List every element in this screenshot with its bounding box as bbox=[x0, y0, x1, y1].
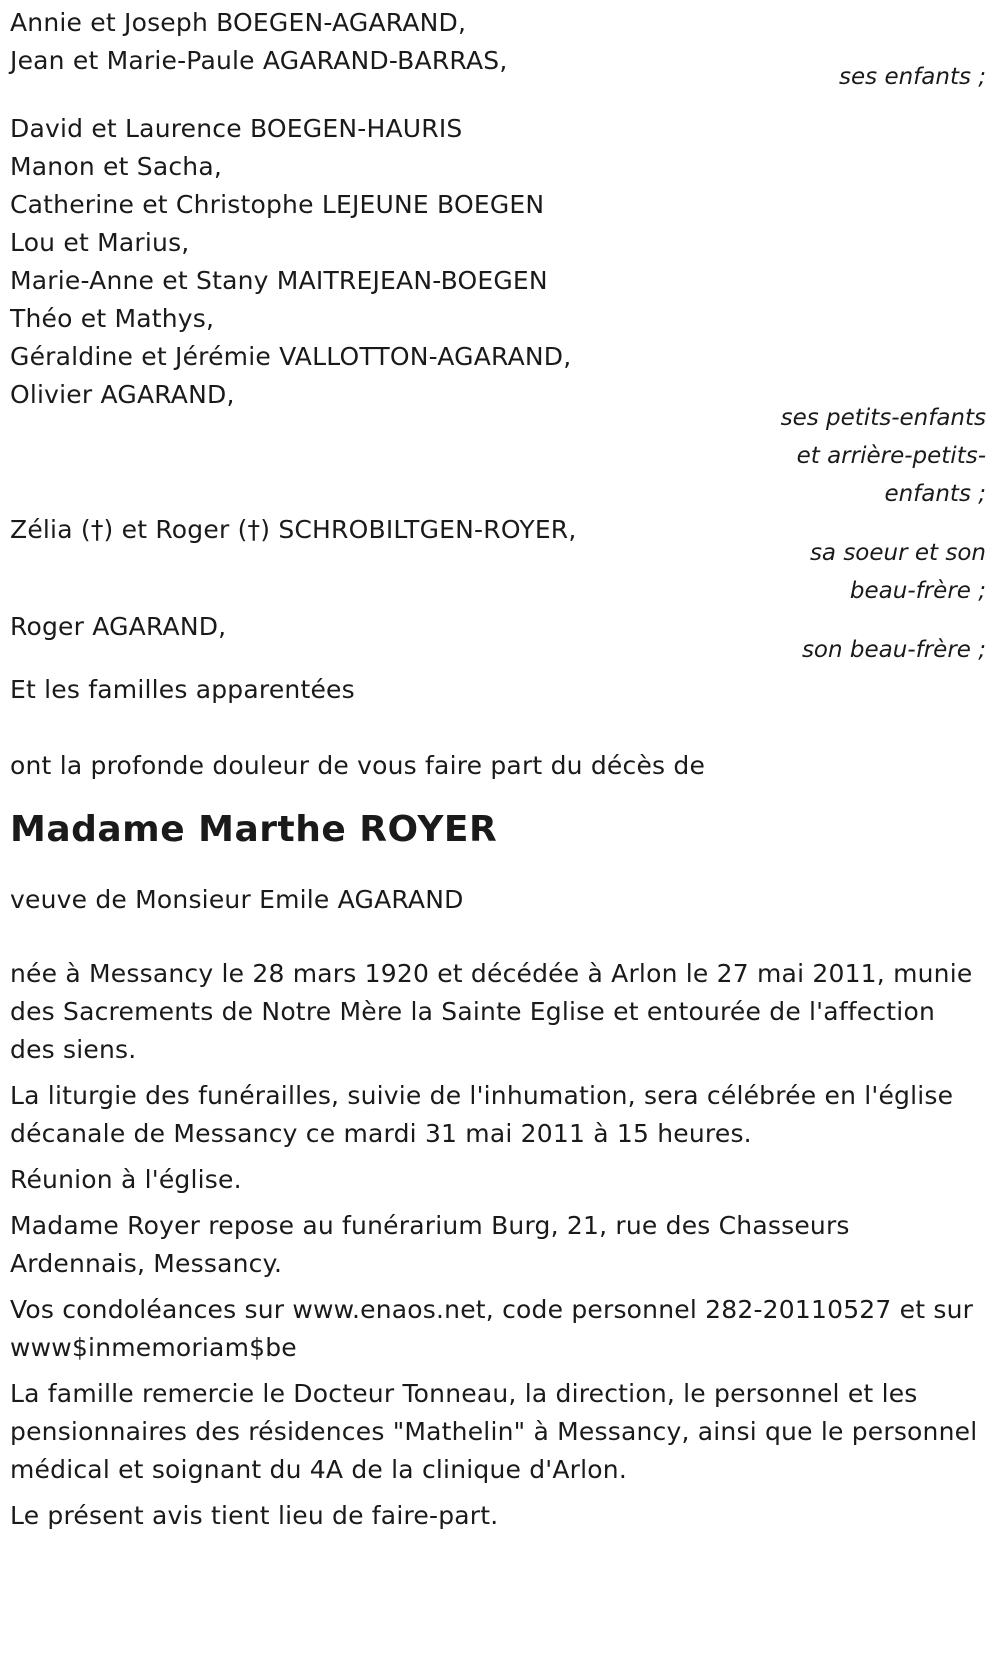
family-line: Lou et Marius, bbox=[10, 228, 190, 257]
deceased-name: Madame Marthe ROYER bbox=[10, 809, 498, 850]
family-line: Théo et Mathys, bbox=[10, 304, 215, 333]
paragraph-condolences: Vos condoléances sur www.enaos.net, code personnel 282-20110527 et sur www$inmemoriam$be bbox=[10, 1295, 974, 1362]
family-line: Jean et Marie-Paule AGARAND-BARRAS, bbox=[10, 46, 508, 75]
children-section bbox=[10, 0, 988, 96]
paragraph-thanks: La famille remercie le Docteur Tonneau, la direction, le personnel et les pensionnaires des résidences "Mathelin" à Messancy, ainsi que le personnel médical et soignant du 4A de la clinique d'Arlon. bbox=[10, 1379, 978, 1484]
family-line: Marie-Anne et Stany MAITREJEAN-BOEGEN bbox=[10, 266, 548, 295]
relation-label: ses enfants ; bbox=[839, 64, 986, 90]
brother-in-law-section bbox=[10, 608, 988, 669]
family-line: Catherine et Christophe LEJEUNE BOEGEN bbox=[10, 190, 545, 219]
family-line: David et Laurence BOEGEN-HAURIS bbox=[10, 114, 463, 143]
relation-label: et arrière-petits- bbox=[796, 443, 986, 469]
sister-section bbox=[10, 511, 988, 610]
paragraph-rest-place: Madame Royer repose au funérarium Burg, 21, rue des Chasseurs Ardennais, Messancy. bbox=[10, 1211, 850, 1278]
relation-label: ses petits-enfants bbox=[780, 405, 986, 431]
family-line: Manon et Sacha, bbox=[10, 152, 222, 181]
paragraph-birth-death: née à Messancy le 28 mars 1920 et décédée à Arlon le 27 mai 2011, munie des Sacrements de Notre Mère la Sainte Eglise et entourée de l'affection des siens. bbox=[10, 959, 973, 1064]
family-line: Roger AGARAND, bbox=[10, 612, 227, 641]
family-line: Annie et Joseph BOEGEN-AGARAND, bbox=[10, 8, 467, 37]
paragraph-closing: Le présent avis tient lieu de faire-part. bbox=[10, 1501, 499, 1530]
family-line: Zélia (†) et Roger (†) SCHROBILTGEN-ROYER, bbox=[10, 515, 577, 544]
relation-label: enfants ; bbox=[884, 481, 986, 507]
notice-body bbox=[10, 955, 988, 1535]
paragraph-meeting: Réunion à l'église. bbox=[10, 1165, 242, 1194]
relation-label: sa soeur et son bbox=[809, 540, 986, 566]
paragraph-funeral: La liturgie des funérailles, suivie de l'inhumation, sera célébrée en l'église décanale de Messancy ce mardi 31 mai 2011 à 15 heures. bbox=[10, 1081, 954, 1148]
family-line: Géraldine et Jérémie VALLOTTON-AGARAND, bbox=[10, 342, 572, 371]
announcement-text: ont la profonde douleur de vous faire part du décès de bbox=[10, 751, 706, 780]
relation-label: beau-frère ; bbox=[849, 578, 986, 604]
family-line: Olivier AGARAND, bbox=[10, 380, 235, 409]
obituary-notice bbox=[10, 0, 988, 1535]
grandchildren-section bbox=[10, 110, 988, 513]
widow-of-line: veuve de Monsieur Emile AGARAND bbox=[10, 885, 464, 914]
relation-label: son beau-frère ; bbox=[801, 637, 986, 663]
families-line: Et les familles apparentées bbox=[10, 675, 355, 704]
